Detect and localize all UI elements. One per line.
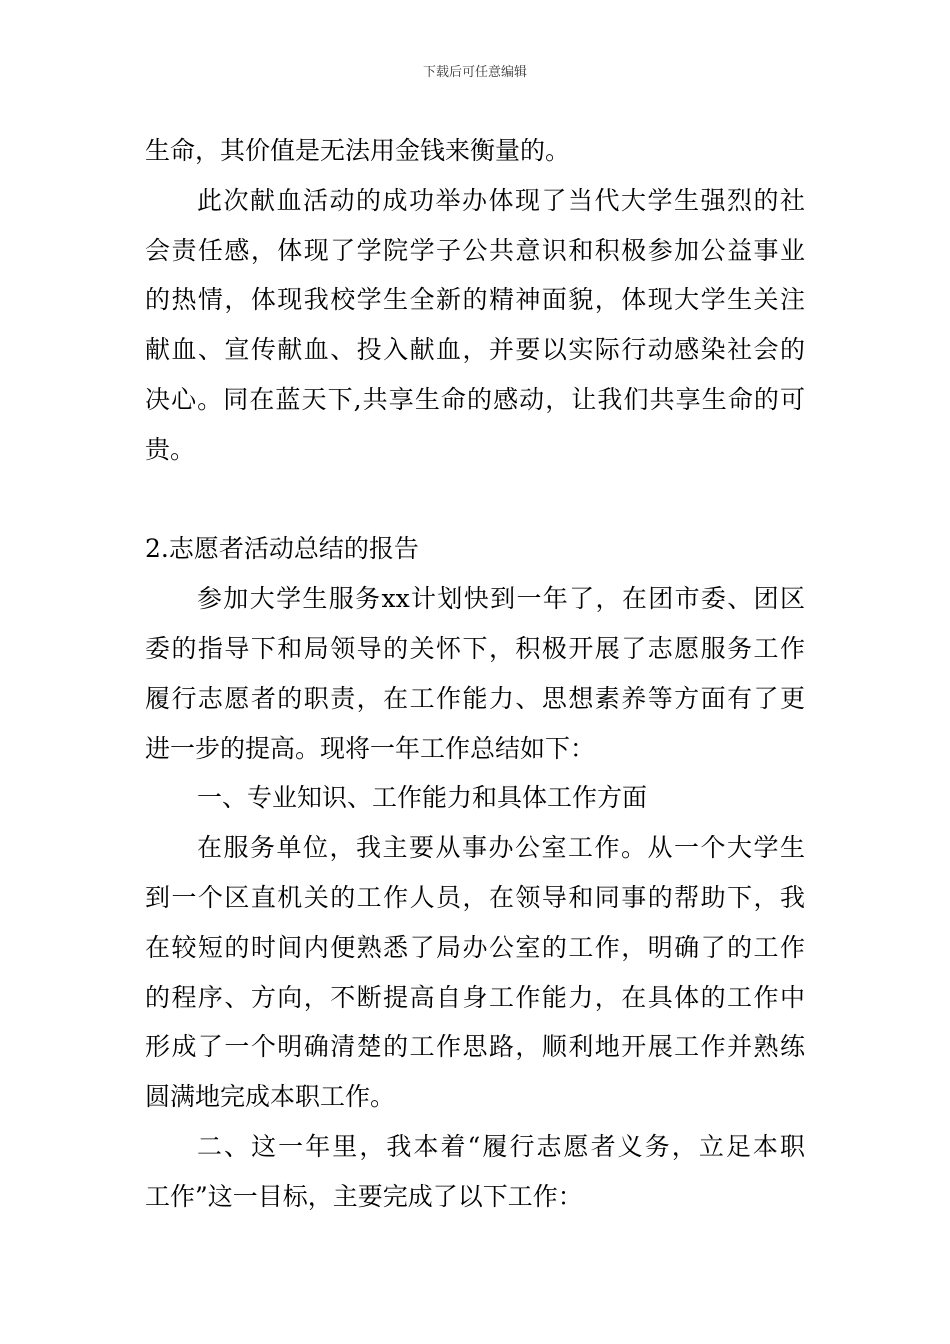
text-line: 形成了一个明确清楚的工作思路，顺利地开展工作并熟练: [145, 1032, 805, 1062]
text-line: 二、这一年里，我本着“履行志愿者义务，立足本职: [197, 1131, 805, 1161]
section-heading: 2.志愿者活动总结的报告: [145, 534, 419, 564]
text-line: 履行志愿者的职责，在工作能力、思想素养等方面有了更: [145, 683, 805, 713]
text-line: 在服务单位，我主要从事办公室工作。从一个大学生: [197, 833, 805, 863]
text-line: 会责任感，体现了学院学子公共意识和积极参加公益事业: [145, 235, 805, 265]
document-body: [145, 126, 805, 1222]
text-line: 委的指导下和局领导的关怀下，积极开展了志愿服务工作: [145, 633, 805, 663]
paragraph-gap: [145, 475, 805, 525]
text-line: 生命，其价值是无法用金钱来衡量的。: [145, 136, 571, 165]
text-line: 此次献血活动的成功举办体现了当代大学生强烈的社: [197, 185, 805, 215]
text-line: 的热情，体现我校学生全新的精神面貌，体现大学生关注: [145, 285, 805, 315]
text-line: 参加大学生服务xx计划快到一年了，在团市委、团区: [197, 584, 805, 614]
text-line: 决心。同在蓝天下,共享生命的感动，让我们共享生命的可: [145, 384, 805, 414]
text-line: 圆满地完成本职工作。: [145, 1082, 396, 1112]
text-line: 到一个区直机关的工作人员，在领导和同事的帮助下，我: [145, 882, 805, 912]
page-header: 下载后可任意编辑: [422, 65, 527, 80]
text-line: 献血、宣传献血、投入献血，并要以实际行动感染社会的: [145, 335, 805, 365]
text-line: 进一步的提高。现将一年工作总结如下：: [145, 733, 596, 763]
text-line: 贵。: [145, 434, 196, 464]
text-line: 的程序、方向，不断提高自身工作能力，在具体的工作中: [145, 982, 805, 1012]
text-line: 在较短的时间内便熟悉了局办公室的工作，明确了的工作: [145, 932, 805, 962]
subsection-heading: 一、专业知识、工作能力和具体工作方面: [197, 783, 648, 813]
text-line: 工作”这一目标，主要完成了以下工作：: [145, 1181, 583, 1211]
